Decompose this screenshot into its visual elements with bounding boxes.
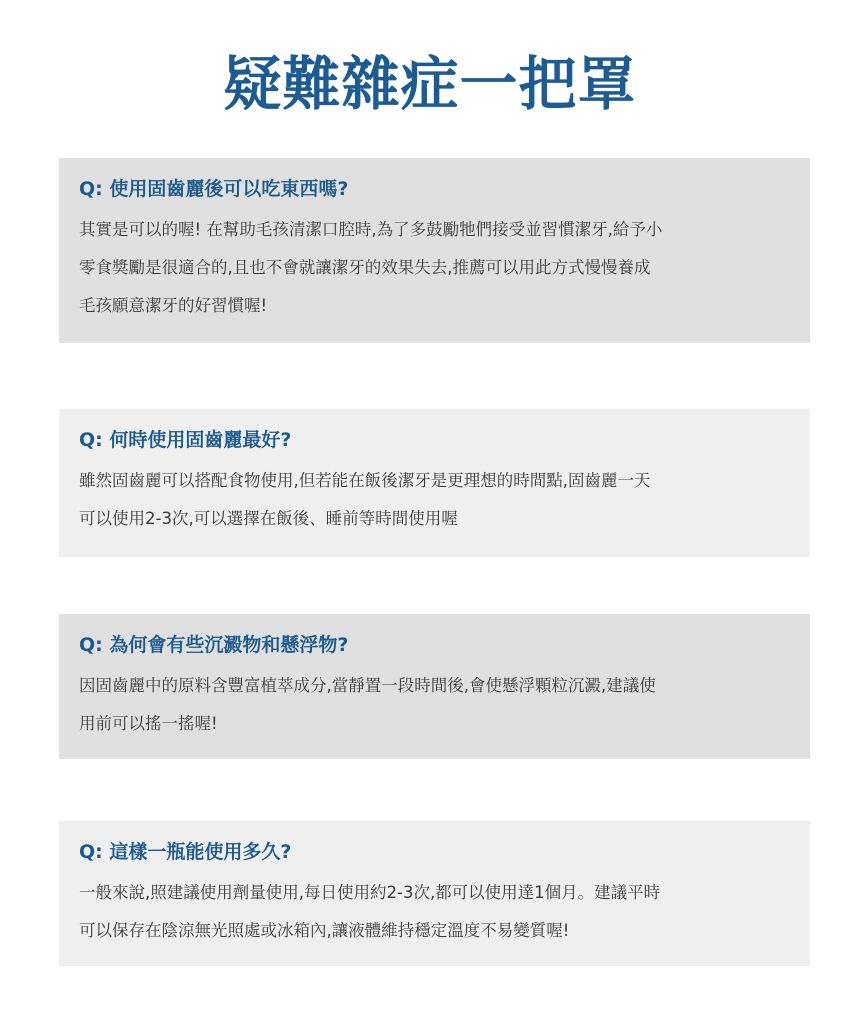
faq-card-sediment: [59, 614, 810, 759]
faq-question: Q: 何時使用固齒麗最好?: [79, 429, 292, 451]
faq-answer-line: 雖然固齒麗可以搭配食物使用,但若能在飯後潔牙是更理想的時間點,固齒麗一天: [79, 471, 651, 490]
faq-answer-line: 零食獎勵是很適合的,且也不會就讓潔牙的效果失去,推薦可以用此方式慢慢養成: [79, 258, 651, 277]
faq-question: Q: 為何會有些沉澱物和懸浮物?: [79, 634, 349, 656]
faq-answer-line: 一般來說,照建議使用劑量使用,每日使用約2-3次,都可以使用達1個月。建議平時: [79, 883, 661, 902]
faq-answer-line: 其實是可以的喔! 在幫助毛孩清潔口腔時,為了多鼓勵牠們接受並習慣潔牙,給予小: [79, 220, 663, 239]
faq-answer-line: 毛孩願意潔牙的好習慣喔!: [79, 296, 268, 315]
faq-question: Q: 這樣一瓶能使用多久?: [79, 841, 292, 863]
faq-answer-line: 用前可以搖一搖喔!: [79, 714, 218, 733]
faq-answer-line: 可以使用2-3次,可以選擇在飯後、睡前等時間使用喔: [79, 509, 458, 528]
faq-card-best-time: [59, 409, 810, 557]
faq-answer-line: 可以保存在陰涼無光照處或冰箱內,讓液體維持穩定溫度不易變質喔!: [79, 921, 570, 940]
faq-answer-line: 因固齒麗中的原料含豐富植萃成分,當靜置一段時間後,會使懸浮顆粒沉澱,建議使: [79, 676, 656, 695]
page-title: 疑難雜症一把罩: [223, 50, 637, 118]
faq-card-eat-after-use: [59, 158, 810, 343]
faq-question: Q: 使用固齒麗後可以吃東西嗎?: [79, 178, 349, 200]
faq-card-bottle-duration: [59, 821, 810, 966]
